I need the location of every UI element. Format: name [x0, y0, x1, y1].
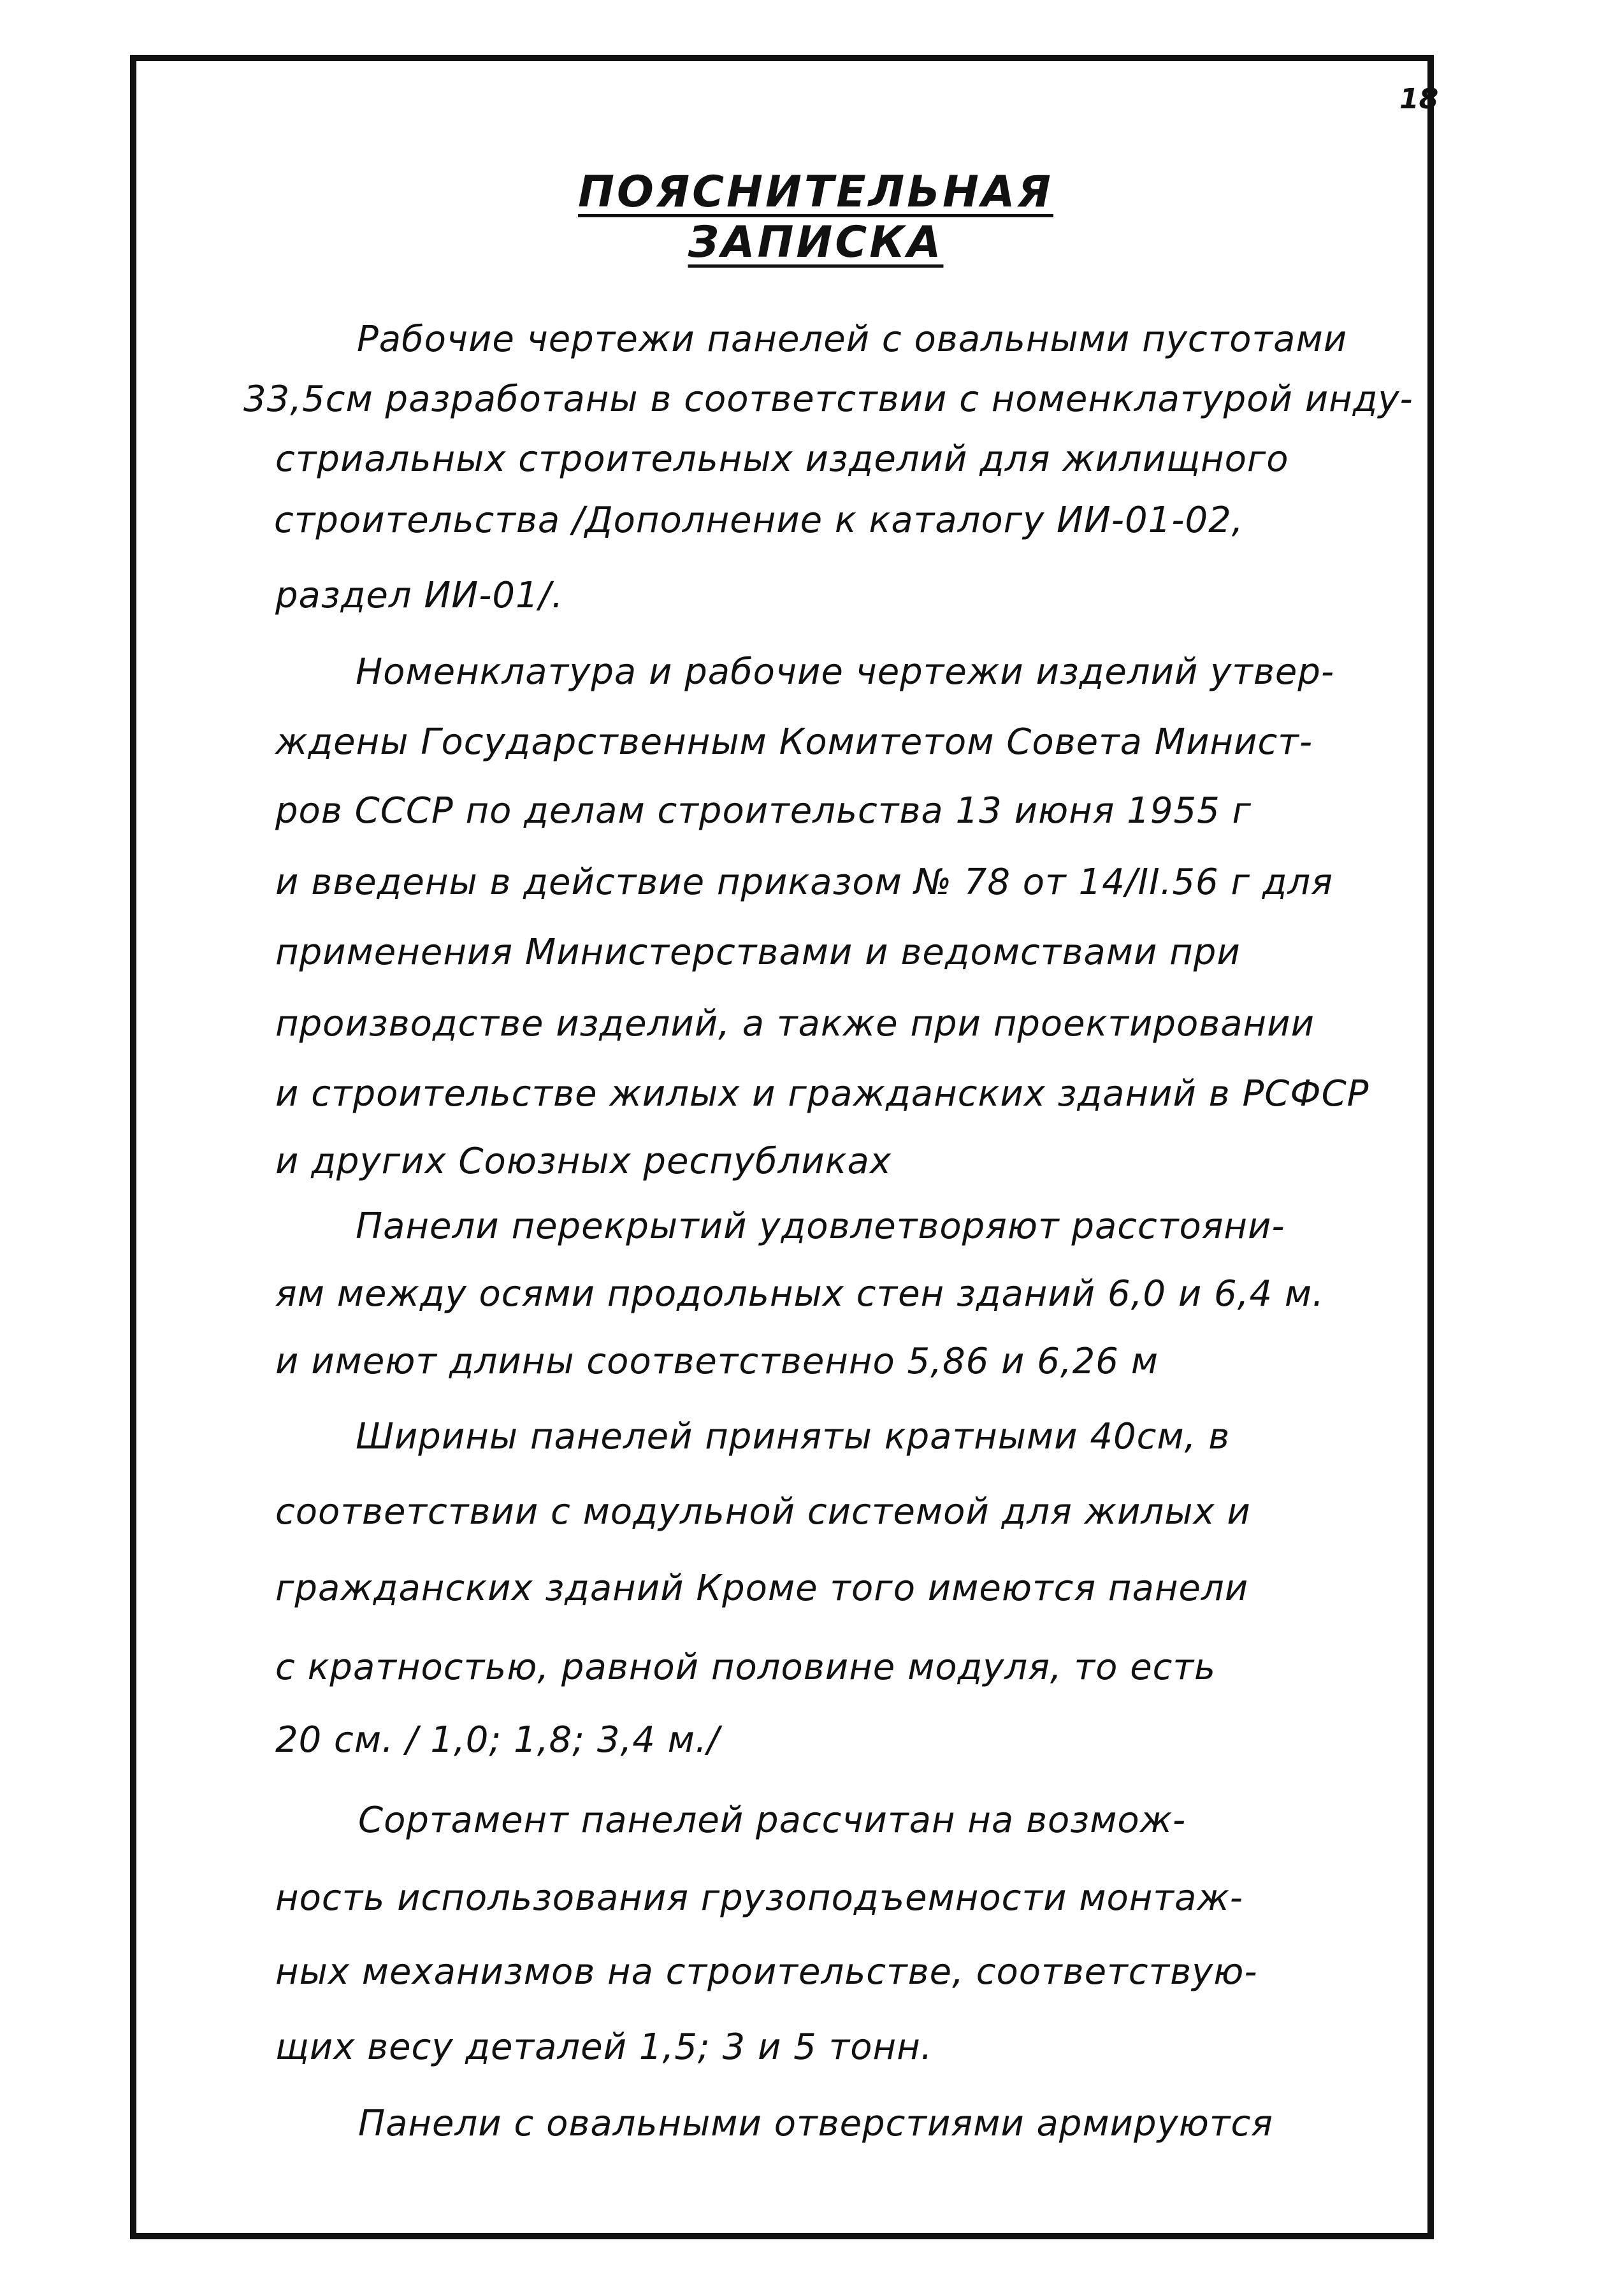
- text-line: строительства /Дополнение к каталогу ИИ-01-02,: [274, 500, 1244, 541]
- text-line: Рабочие чертежи панелей с овальными пустотами: [357, 319, 1348, 360]
- text-line: и строительстве жилых и гражданских зданий в РСФСР: [275, 1073, 1369, 1115]
- text-line: ность использования грузоподъемности монтаж-: [275, 1877, 1244, 1919]
- text-line: применения Министерствами и ведомствами при: [275, 932, 1241, 973]
- text-line: гражданских зданий Кроме того имеются панели: [275, 1568, 1249, 1609]
- text-line: Панели с овальными отверстиями армируются: [358, 2103, 1273, 2144]
- text-line: 20 см. / 1,0; 1,8; 3,4 м./: [275, 1719, 720, 1761]
- text-line: и других Союзных республиках: [275, 1141, 892, 1182]
- text-line: и имеют длины соответственно 5,86 и 6,26 м: [275, 1341, 1159, 1382]
- text-line: Номенклатура и рабочие чертежи изделий утвер-: [356, 651, 1335, 693]
- text-line: Ширины панелей приняты кратными 40см, в: [356, 1416, 1231, 1457]
- text-line: ждены Государственным Комитетом Совета Минист-: [275, 721, 1313, 763]
- text-line: Сортамент панелей рассчитан на возмож-: [358, 1800, 1187, 1841]
- text-line: щих весу деталей 1,5; 3 и 5 тонн.: [275, 2026, 933, 2068]
- text-line: раздел ИИ-01/.: [275, 575, 564, 616]
- text-line: ных механизмов на строительстве, соответствую-: [275, 1951, 1258, 1993]
- text-line: Панели перекрытий удовлетворяют расстояни-: [356, 1206, 1285, 1247]
- text-line: стриальных строительных изделий для жилищного: [275, 438, 1289, 480]
- text-line: ям между осями продольных стен зданий 6,0 и 6,4 м.: [275, 1273, 1324, 1315]
- text-line: ров СССР по делам строительства 13 июня 1955 г: [275, 790, 1252, 832]
- page-title: ПОЯСНИТЕЛЬНАЯ ЗАПИСКА: [578, 167, 1053, 268]
- page-number: 18: [1399, 83, 1439, 115]
- text-line: соответствии с модульной системой для жилых и: [275, 1491, 1251, 1533]
- text-line: производстве изделий, а также при проектировании: [275, 1003, 1315, 1044]
- text-line: и введены в действие приказом № 78 от 14/II.56 г для: [275, 862, 1333, 903]
- text-line: 33,5см разработаны в соответствии с номенклатурой инду-: [243, 379, 1413, 420]
- text-line: с кратностью, равной половине модуля, то есть: [275, 1647, 1217, 1688]
